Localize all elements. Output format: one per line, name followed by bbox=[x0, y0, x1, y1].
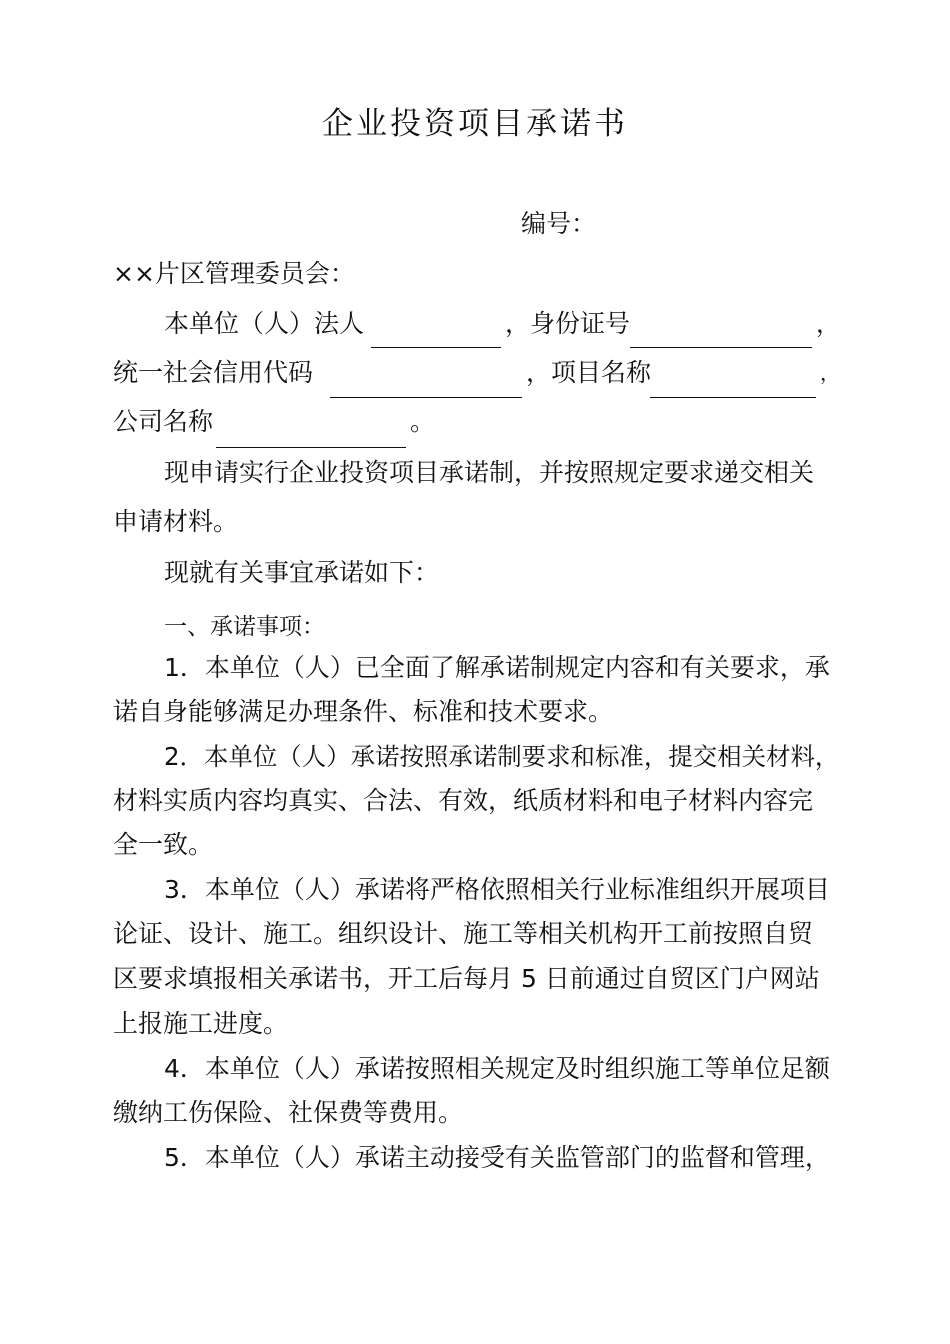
section-heading: 一、承诺事项： bbox=[164, 614, 325, 640]
apply-paragraph-line: 申请材料。 bbox=[113, 507, 239, 536]
legal-person-blank[interactable] bbox=[371, 347, 501, 348]
credit-code-label: 统一社会信用代码 bbox=[113, 358, 314, 387]
item-line: 3．本单位（人）承诺将严格依照相关行业标准组织开展项目 bbox=[164, 875, 830, 904]
intro-paragraph: 现就有关事宜承诺如下： bbox=[164, 558, 440, 587]
item-line: 2．本单位（人）承诺按照承诺制要求和标准，提交相关材料， bbox=[164, 742, 840, 771]
company-name-label: 公司名称 bbox=[113, 407, 214, 436]
id-number-blank[interactable] bbox=[630, 347, 812, 348]
period-punct: 。 bbox=[410, 407, 436, 436]
document-title: 企业投资项目承诺书 bbox=[322, 106, 628, 142]
comma-punct: ， bbox=[820, 361, 840, 385]
item-line: 上报施工进度。 bbox=[113, 1009, 289, 1038]
item-line: 区要求填报相关承诺书，开工后每月 5 日前通过自贸区门户网站 bbox=[113, 964, 820, 993]
credit-code-blank[interactable] bbox=[330, 397, 522, 398]
number-label: 编号： bbox=[521, 209, 597, 238]
item-line: 诺自身能够满足办理条件、标准和技术要求。 bbox=[113, 697, 614, 726]
project-name-blank[interactable] bbox=[650, 397, 816, 398]
project-name-label: ，项目名称 bbox=[526, 358, 652, 387]
item-line: 4．本单位（人）承诺按照相关规定及时组织施工等单位足额 bbox=[164, 1054, 830, 1083]
id-number-label: ，身份证号 bbox=[505, 309, 631, 338]
item-line: 1．本单位（人）已全面了解承诺制规定内容和有关要求，承 bbox=[164, 653, 830, 682]
item-line: 材料实质内容均真实、合法、有效，纸质材料和电子材料内容完 bbox=[113, 786, 814, 815]
apply-paragraph-line: 现申请实行企业投资项目承诺制，并按照规定要求递交相关 bbox=[164, 458, 815, 487]
item-line: 缴纳工伤保险、社保费等费用。 bbox=[113, 1098, 464, 1127]
item-line: 论证、设计、施工。组织设计、施工等相关机构开工前按照自贸 bbox=[113, 919, 814, 948]
comma-punct: ， bbox=[816, 310, 840, 338]
item-line: 5．本单位（人）承诺主动接受有关监管部门的监督和管理， bbox=[164, 1143, 830, 1172]
addressee: ××片区管理委员会： bbox=[113, 259, 355, 288]
company-name-blank[interactable] bbox=[216, 447, 406, 448]
legal-person-label: 本单位（人）法人 bbox=[164, 309, 365, 338]
item-line: 全一致。 bbox=[113, 830, 214, 859]
